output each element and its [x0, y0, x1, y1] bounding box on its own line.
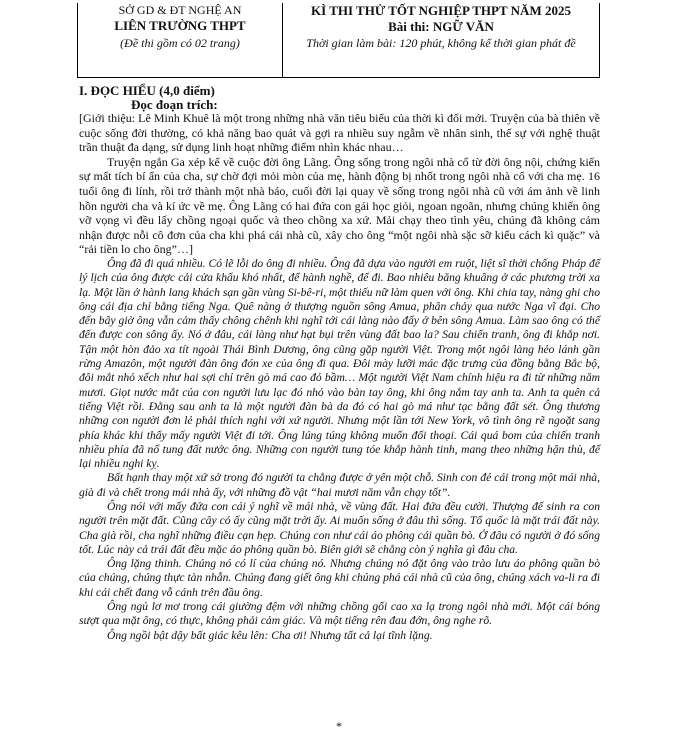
page-count-note: (Đề thi gồm có 02 trang): [120, 36, 240, 50]
intro-paragraph: [Giới thiệu: Lê Minh Khuê là một trong những nhà văn tiêu biểu của thời kì đổi mới. Truyện của bà thiên về cuộc sống đời thường, có khả năng bao quát và gợi ra nhiều suy ngẫm về nhân sinh, thế sự với nghệ thuật trần thuật đa dạng, sử dụng linh hoạt những điểm nhìn khác nhau…: [79, 111, 600, 155]
section-subtitle: Đọc đoạn trích:: [131, 97, 218, 112]
story-paragraph: Ông lặng thinh. Chúng nó có lí của chúng nó. Nhưng chúng nó đặt ông vào trào lưu áo phông quần bò của chúng, chúng thực tàn nhẫn. Chúng đang giết ông khi chúng phá cái nhà cũ của ông, chúng xách va-li ra đi khi cái chết đang vỗ cánh trên đầu ông.: [79, 557, 600, 599]
intro-paragraph: Truyện ngắn Ga xép kể về cuộc đời ông Lãng. Ông sống trong ngôi nhà cổ từ đời ông nội, chứng kiến sự mất tích bí ẩn của cha, sự chờ đợi mỏi mòn của mẹ, hành động bị nhốt trong ngôi nhà cổ với cha mẹ. 16 tuổi ông đi lính, rồi trở thành một nhà báo, cuối đời lại quay về sống trong ngôi nhà cũ với ám ảnh về linh hồn người cha và kí ức về mẹ. Ông Lãng có hai đứa con gái học giỏi, ngoan ngoãn, nhưng chúng khiến ông vỡ vọng vì đều lấy chồng ngoại quốc và theo chồng xa xứ. Mải chạy theo tình yêu, chúng đã không cảm nhận được nỗi cô đơn của cha khi phá cái nhà cũ, xây cho ông “một ngôi nhà sặc sỡ kiểu cách kì quặc” và “rải tiền lo cho ông”…]: [79, 154, 600, 257]
reading-passage: [79, 111, 600, 643]
time-limit: Thời gian làm bài: 120 phút, không kể thời gian phát đề: [306, 36, 576, 50]
story-paragraph: Ông nói với mấy đứa con cái ý nghĩ về mái nhà, về vùng đất. Hai đứa đều cười. Thượng đế sinh ra con người trên mặt đất. Cũng cây cỏ ấy cũng mặt trời ấy. Ai muốn sống ở đâu thì sống. Tổ quốc là mặt trái đất này. Cha già rồi, cha nghĩ những điều cạn hẹp. Chúng con như cái áo phông cái quần bò. Ở đâu có người ở đó sống tốt. Lúc này cả trái đất đều mặc áo phông quần bò. Biên giới sẽ chẳng còn ý nghĩa gì đâu cha.: [79, 499, 600, 556]
story-paragraph: Ông đã đi quá nhiều. Có lẽ lỗi do ông đi nhiều. Ông đã dựa vào người em ruột, liệt sĩ thời chống Pháp để lý lịch của ông được cải cửa khẩu khó nhất, để hành nghề, để đi. Bao nhiêu băng khuâng ở các phương trời xa lạ. Một lần ở hành lang khách sạn gần vùng Si-bê-ri, một thiếu nữ làm quen với ông. Khi chia tay, nàng ghi cho ông cái địa chỉ bằng tiếng Nga. Quê nàng ở thượng nguồn sông Amua, phân chảy qua nước Nga vĩ đại. Cho đến bây giờ ông vẫn cảm thấy chông chênh khi nghĩ tới cái làng nào đấy ở bên sông Amua. Làm sao ông có thể đến được con sông ấy. Nó ở đâu, cái làng như hạt bụi trên vùng đất bao la? Sau chiến tranh, ông đi khắp nơi. Tận một hòn đảo xa tít ngoài Thái Bình Dương, ông cũng gặp người Việt. Trong một ngôi làng hẻo lánh gần rừng Amazôn, một người đàn ông đón xe của ông đi qua. Đôi mày lưỡi mác đặc trưng của đồng bằng Bắc bộ, đôi mắt nhỏ xếch như hai sợi chỉ trên gò má cao đỏ bầm… Một người Việt Nam chính hiệu ra đi từ những năm mươi. Giọt nước mắt của con người lưu lạc đó nhỏ vào bàn tay ông, khi ông nắm tay anh ta. Anh ta quên cả tiếng Việt rồi. Đằng sau anh ta là một người đàn bà da đỏ có hai gò má như tạc bằng đất sét. Ông thương những con người đơn lẻ phải thích nghi với xứ người. Nhưng một lần tới New York, vô tình ông rẽ ngoặt sang phía khác khi thấy mấy người Việt đi tới. Ông lúng túng không muốn đối thoại. Cái quá bom của chiến tranh nhiều phía đã nổ tung đất nước ông. Những con người tung tóe khắp hành tinh, mang theo những hận thù, để lại nhiều nghi kỵ.: [79, 256, 600, 471]
header-right: [283, 3, 599, 77]
story-paragraph: Bất hạnh thay một xứ sở trong đó người ta chẳng được ở yên một chỗ. Sinh con đẻ cái trong một mái nhà, già đi và chết trong mái nhà ấy, với những đồ vật “hai mươi năm vẫn chạy tốt”.: [79, 471, 600, 499]
page-end-mark: *: [336, 719, 342, 733]
story-excerpt: [79, 257, 600, 643]
header-left: [78, 3, 283, 77]
subject-name: Bài thi: NGỮ VĂN: [388, 19, 494, 34]
section-title: I. ĐỌC HIỂU (4,0 điểm): [79, 83, 215, 98]
story-paragraph: Ông ngồi bật dậy bất giác kêu lên: Cha ơi! Nhưng tất cả lại tĩnh lặng.: [107, 628, 433, 642]
exam-title: KÌ THI THỬ TỐT NGHIỆP THPT NĂM 2025: [311, 3, 571, 18]
story-paragraph: Ông ngủ lơ mơ trong cái giường đệm với những chồng gối cao xa lạ trong ngôi nhà mới. Một cái bóng sượt qua mặt ông, có thực, không phải cảm giác. Và một tiếng rên đau đớn, ông nghe rõ.: [79, 600, 600, 628]
exam-header: [77, 3, 600, 78]
school-name: LIÊN TRƯỜNG THPT: [114, 18, 246, 33]
department-name: SỞ GD & ĐT NGHỆ AN: [118, 3, 242, 17]
